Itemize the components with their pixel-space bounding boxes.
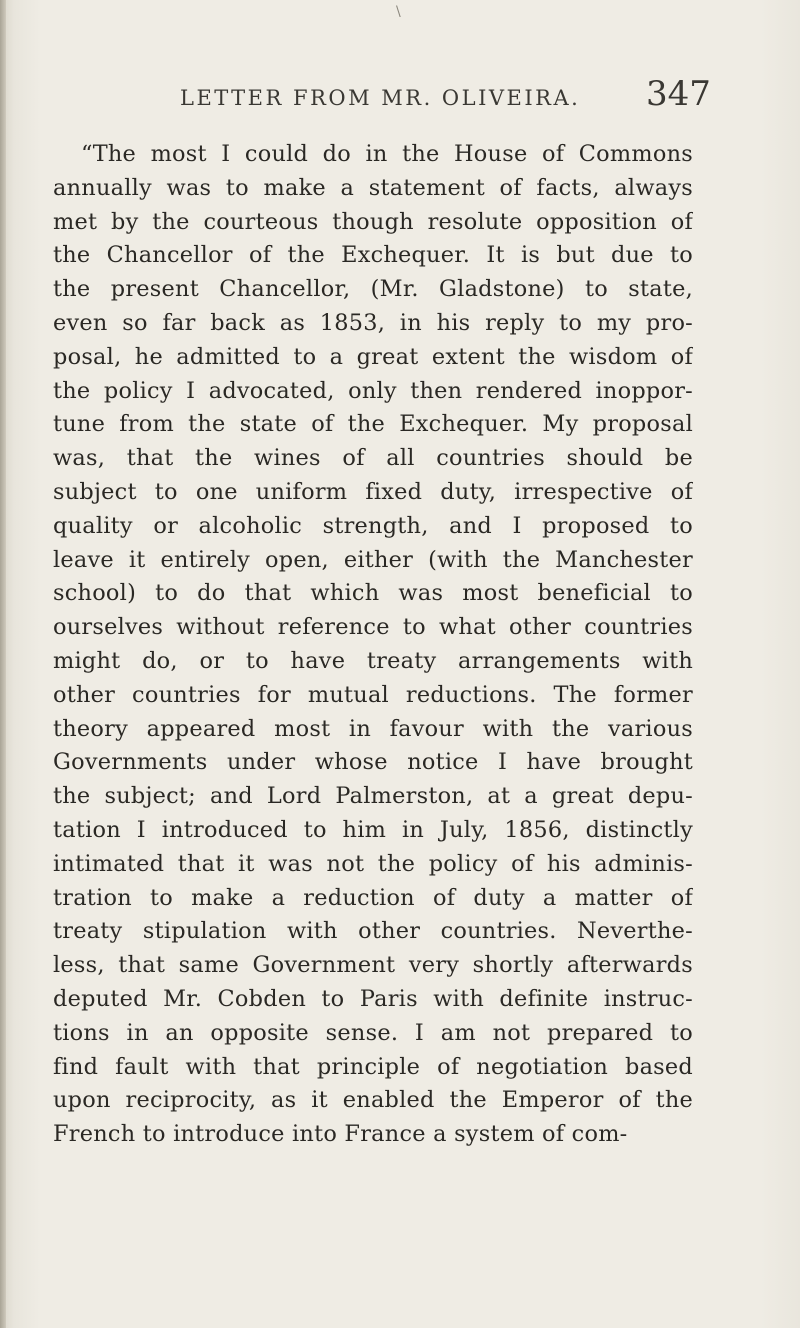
page-number: 347 [646, 74, 711, 114]
text-line: tation I introduced to him in July, 1856, distinctly [53, 816, 693, 843]
text-line: Governments under whose notice I have brought [53, 749, 693, 776]
text-line: might do, or to have treaty arrangements with [53, 647, 693, 674]
text-line: posal, he admitted to a great extent the wisdom of [53, 343, 693, 370]
text-line: quality or alcoholic strength, and I proposed to [53, 512, 693, 539]
text-line: French to introduce into France a system of com- [53, 1121, 628, 1148]
text-line: treaty stipulation with other countries. Neverthe- [53, 918, 693, 945]
body-text [53, 138, 693, 1152]
text-line: the Chancellor of the Exchequer. It is but due to [53, 242, 693, 269]
text-line: ourselves without reference to what other countries [53, 614, 693, 641]
running-head: LETTER FROM MR. OLIVEIRA. [180, 86, 581, 110]
text-line: subject to one uniform fixed duty, irrespective of [53, 478, 693, 505]
text-line: theory appeared most in favour with the various [53, 715, 693, 742]
text-line: other countries for mutual reductions. The former [53, 681, 693, 708]
text-line: school) to do that which was most beneficial to [53, 580, 693, 607]
text-line: intimated that it was not the policy of his adminis- [53, 850, 693, 877]
text-line: “The most I could do in the House of Commons [81, 141, 693, 167]
text-line: the policy I advocated, only then rendered inoppor- [53, 377, 693, 404]
text-line: even so far back as 1853, in his reply to my pro- [53, 309, 693, 336]
text-line: met by the courteous though resolute opposition of [53, 208, 693, 235]
text-line: less, that same Government very shortly afterwards [53, 952, 693, 979]
text-line: find fault with that principle of negotiation based [53, 1053, 693, 1080]
text-line: tration to make a reduction of duty a matter of [53, 884, 693, 911]
text-line: leave it entirely open, either (with the Manchester [53, 546, 693, 573]
text-line: tions in an opposite sense. I am not prepared to [53, 1019, 693, 1046]
text-line: upon reciprocity, as it enabled the Emperor of the [53, 1087, 693, 1114]
text-line: was, that the wines of all countries should be [53, 445, 693, 472]
text-line: the subject; and Lord Palmerston, at a great depu- [53, 783, 693, 810]
text-line: annually was to make a statement of facts, always [53, 174, 693, 201]
text-line: deputed Mr. Cobden to Paris with definite instruc- [53, 985, 693, 1012]
top-mark: \ [396, 4, 401, 20]
text-line: the present Chancellor, (Mr. Gladstone) to state, [53, 276, 693, 303]
binding-edge [0, 0, 6, 1328]
text-line: tune from the state of the Exchequer. My proposal [53, 411, 693, 438]
